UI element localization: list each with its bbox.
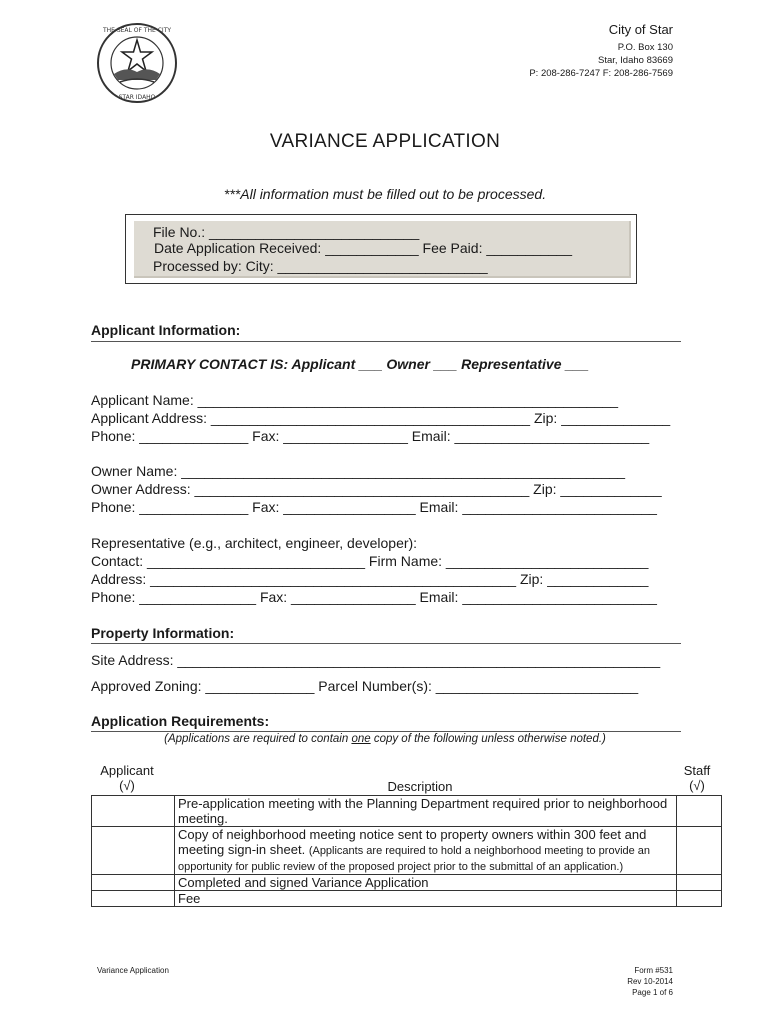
col-description-header: Description	[387, 779, 453, 794]
applicant-section-title: Applicant Information:	[91, 322, 241, 338]
representative-heading: Representative (e.g., architect, engineer, developer):	[91, 535, 418, 551]
staff-check-cell[interactable]	[677, 891, 722, 907]
svg-text:STAR IDAHO: STAR IDAHO	[118, 94, 156, 101]
po-box: P.O. Box 130	[617, 42, 673, 53]
processed-by-field[interactable]: Processed by: City: ___________________________	[153, 258, 488, 274]
footer-doc-name: Variance Application	[97, 966, 169, 975]
requirements-note: (Applications are required to contain one copy of the following unless otherwise noted.)	[164, 733, 606, 745]
rep-phone-field[interactable]: Phone: _______________ Fax: ________________ Email: _________________________	[91, 589, 657, 605]
property-section-title: Property Information:	[91, 625, 235, 641]
staff-check-cell[interactable]	[677, 875, 722, 891]
table-row	[92, 796, 722, 827]
requirements-section-title: Application Requirements:	[91, 713, 270, 729]
applicant-check-cell[interactable]	[92, 827, 175, 875]
page-title: VARIANCE APPLICATION	[269, 131, 501, 152]
requirement-description: Copy of neighborhood meeting notice sent to property owners within 300 feet and meeting sign-in sheet. (Applicants are required to hold a neighborhood meeting to provide an opportunity for public review of the proposed project prior to the submittal of an application.)	[175, 827, 677, 875]
requirement-description: Pre-application meeting with the Planning Department required prior to neighborhood meeting.	[175, 796, 677, 827]
fill-notice: ***All information must be filled out to be processed.	[223, 186, 547, 202]
footer-form-no: Form #531	[634, 966, 673, 975]
footer-page: Page 1 of 6	[632, 988, 673, 997]
table-row	[92, 827, 722, 875]
staff-check-cell[interactable]	[677, 796, 722, 827]
applicant-address-field[interactable]: Applicant Address: _________________________________________ Zip: ______________	[91, 410, 671, 426]
city-seal-logo	[96, 22, 178, 104]
zoning-parcel-field[interactable]: Approved Zoning: ______________ Parcel Number(s): __________________________	[91, 678, 639, 694]
rep-contact-field[interactable]: Contact: ____________________________ Firm Name: __________________________	[91, 553, 649, 569]
staff-check-cell[interactable]	[677, 827, 722, 875]
section-divider	[91, 643, 681, 644]
owner-phone-field[interactable]: Phone: ______________ Fax: _________________ Email: _________________________	[91, 499, 657, 515]
office-use-box	[125, 214, 637, 284]
date-fee-field[interactable]: Date Application Received: ____________ Fee Paid: ___________	[154, 240, 572, 256]
applicant-phone-field[interactable]: Phone: ______________ Fax: ________________ Email: _________________________	[91, 428, 650, 444]
owner-name-field[interactable]: Owner Name: _________________________________________________________	[91, 463, 626, 479]
svg-text:THE SEAL OF THE CITY: THE SEAL OF THE CITY	[102, 27, 172, 34]
requirement-description: Fee	[175, 891, 677, 907]
applicant-check-cell[interactable]	[92, 891, 175, 907]
owner-address-field[interactable]: Owner Address: ___________________________________________ Zip: _____________	[91, 481, 662, 497]
section-divider	[91, 731, 681, 732]
rep-address-field[interactable]: Address: _______________________________________________ Zip: _____________	[91, 571, 649, 587]
applicant-name-field[interactable]: Applicant Name: ______________________________________________________	[91, 392, 619, 408]
primary-contact-line[interactable]: PRIMARY CONTACT IS: Applicant ___ Owner ___ Representative ___	[131, 356, 589, 372]
city-name: City of Star	[608, 22, 673, 37]
footer-rev: Rev 10-2014	[627, 977, 673, 986]
city-state-zip: Star, Idaho 83669	[597, 55, 673, 66]
applicant-check-cell[interactable]	[92, 875, 175, 891]
table-row	[92, 875, 722, 891]
table-row	[92, 891, 722, 907]
section-divider	[91, 341, 681, 342]
col-staff-header: Staff (√)	[683, 763, 711, 793]
phone-fax: P: 208-286-7247 F: 208-286-7569	[529, 68, 673, 79]
requirements-table	[91, 795, 722, 907]
file-no-field[interactable]: File No.: ___________________________	[153, 224, 420, 240]
site-address-field[interactable]: Site Address: ______________________________________________________________	[91, 652, 661, 668]
requirement-description: Completed and signed Variance Application	[175, 875, 677, 891]
applicant-check-cell[interactable]	[92, 796, 175, 827]
col-applicant-header: Applicant (√)	[100, 763, 154, 793]
